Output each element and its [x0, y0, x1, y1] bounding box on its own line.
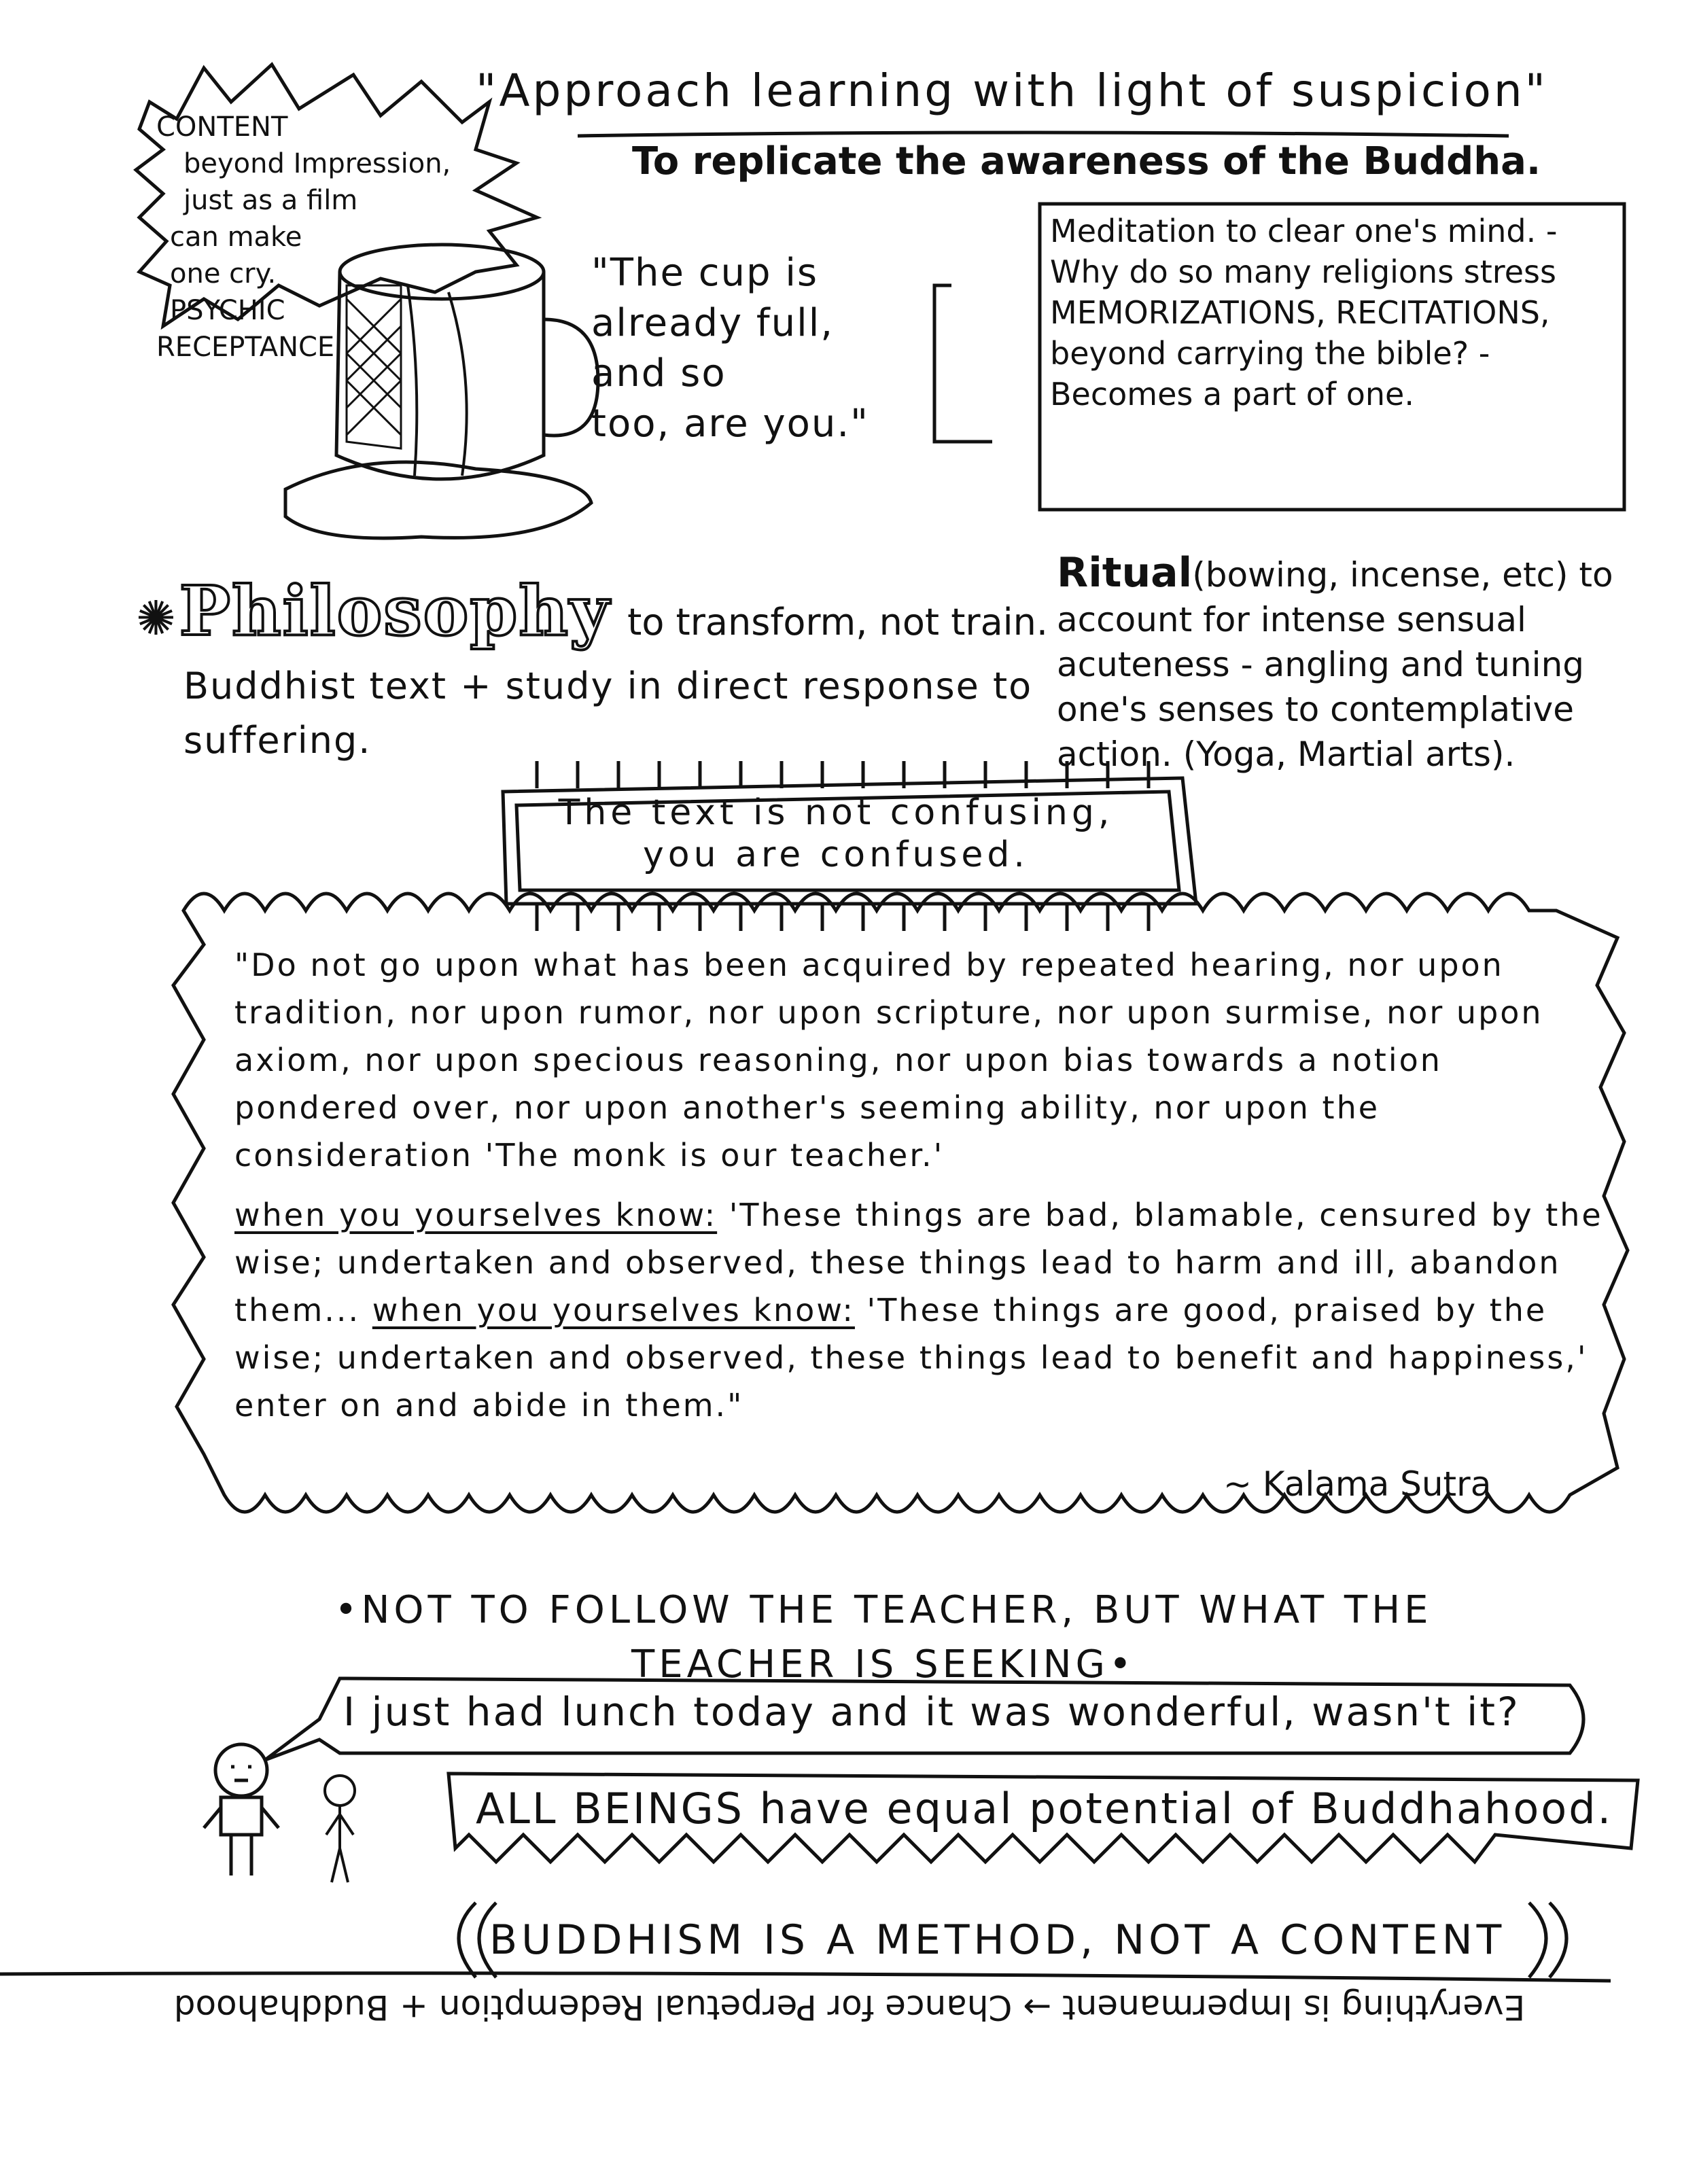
confused-line-2: you are confused. [643, 834, 1029, 875]
confused-line-1: The text is not confusing, [558, 792, 1114, 833]
content-line: PSYCHIC [170, 295, 285, 326]
cup-bracket [934, 285, 992, 442]
lunch-speech: I just had lunch today and it was wonderful, wasn't it? [343, 1689, 1520, 1735]
cup-quote [591, 248, 869, 449]
stick-figure-small [325, 1776, 355, 1882]
cup-quote-line: "The cup is [591, 251, 819, 295]
kalama-know-1: when you yourselves know: [234, 1197, 718, 1233]
content-line: just as a film [183, 185, 358, 216]
kalama-para-2a: 'These things are bad, blamable, censured by the wise; undertaken and observed, these things lead to harm and ill, abandon them... [234, 1197, 1603, 1328]
cup-quote-line: too, are you." [591, 402, 869, 446]
bottom-divider [0, 1973, 1611, 1981]
page-subtitle: To replicate the awareness of the Buddha. [632, 139, 1541, 183]
confused-box-text [503, 792, 1169, 876]
philosophy-word: Philosophy [179, 571, 611, 651]
content-line: one cry. [170, 258, 277, 289]
teacher-line-2: TEACHER IS SEEKING• [631, 1642, 1136, 1687]
kalama-para-1: "Do not go upon what has been acquired by repeated hearing, nor upon tradition, nor upon rumor, nor upon scripture, nor upon surmise, nor upon axiom, nor upon specious reasoning, nor upon bias towards a notion pondered over, nor upon another's seeming ability, nor upon the consideration 'The monk is our teacher.' [234, 947, 1543, 1174]
ritual-heading: Ritual [1057, 549, 1193, 597]
cup-quote-line: and so [591, 351, 726, 395]
page-title: "Approach learning with light of suspicion" [476, 65, 1549, 117]
content-line: RECEPTANCE [156, 332, 335, 363]
upside-down-note: Everything is Impermanent → Chance for Perpetual Redemption + Buddhahood [173, 1988, 1526, 2027]
philosophy-heading-rest: to transform, not train. [627, 601, 1049, 644]
kalama-attribution: ~ Kalama Sutra [1223, 1464, 1492, 1504]
philosophy-body: Buddhist text + study in direct response to suffering. [183, 665, 1033, 762]
content-line: CONTENT [156, 111, 288, 143]
philosophy-heading [136, 571, 1048, 651]
ritual-text: (bowing, incense, etc) to account for intense sensual acuteness - angling and tuning one's senses to contemplative action. (Yoga, Martial arts). [1057, 555, 1613, 774]
content-line: beyond Impression, [183, 148, 451, 179]
teacher-line-1: •NOT TO FOLLOW THE TEACHER, BUT WHAT THE [334, 1588, 1433, 1632]
kalama-know-2: when you yourselves know: [372, 1292, 855, 1328]
content-burst-text [156, 109, 451, 366]
all-beings-note: ALL BEINGS have equal potential of Buddhahood. [476, 1784, 1613, 1833]
kalama-para-2b: 'These things are good, praised by the wise; undertaken and observed, these things lead to benefit and happiness,' enter on and abide in them." [234, 1292, 1588, 1424]
stick-figure-large [204, 1744, 279, 1875]
method-note: BUDDHISM IS A METHOD, NOT A CONTENT [489, 1916, 1506, 1964]
kalama-para-2 [234, 1191, 1614, 1429]
title-underline [578, 133, 1509, 136]
teacher-note [272, 1583, 1495, 1692]
sun-icon: ✺ [136, 591, 176, 646]
kalama-quote [234, 941, 1614, 1441]
content-line: can make [170, 222, 302, 253]
method-parens-right [1529, 1903, 1566, 1977]
ritual-note [1057, 550, 1641, 777]
meditation-note: Meditation to clear one's mind. - Why do so many religions stress MEMORIZATIONS, RECITATIONS, beyond carrying the bible? - Becomes a part of one. [1050, 213, 1558, 412]
cup-quote-line: already full, [591, 301, 835, 345]
